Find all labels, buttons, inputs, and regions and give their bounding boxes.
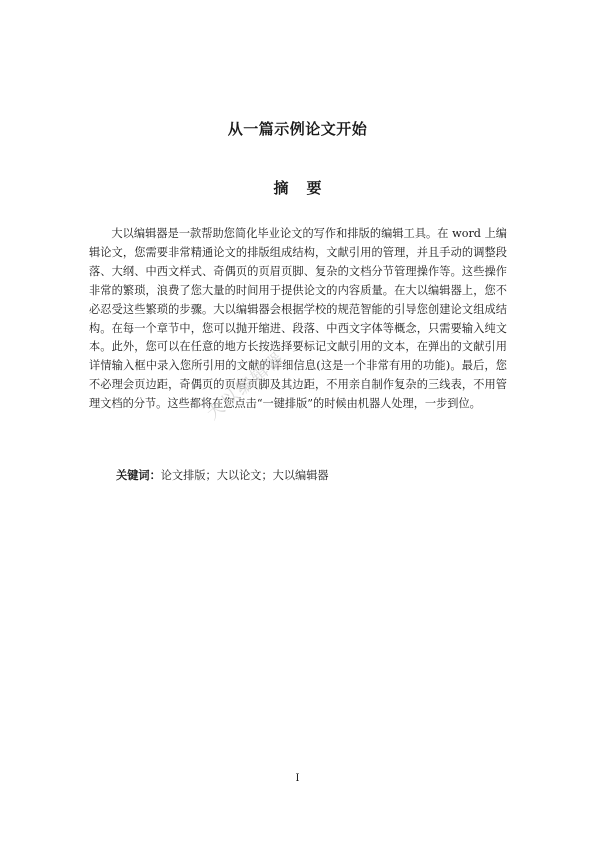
- keywords-line: [116, 467, 329, 486]
- page-title: 从一篇示例论文开始: [227, 120, 368, 138]
- watermark: 大以编辑器: [203, 347, 289, 425]
- keywords-value: 论文排版；大以论文；大以编辑器: [160, 469, 329, 482]
- keywords-label: 关键词：: [116, 469, 161, 482]
- abstract-heading: [0, 177, 595, 198]
- abstract-heading-left: 摘: [273, 179, 289, 197]
- abstract-heading-right: 要: [306, 179, 322, 197]
- page-number: I: [295, 773, 300, 784]
- abstract-body: 大以编辑器是一款帮助您简化毕业论文的写作和排版的编辑工具。在 word 上编辑论文，您需要非常精通论文的排版组成结构，文献引用的管理，并且手动的调整段落、大纲、中西文样式、奇偶页的页眉页脚、复杂的文档分节管理操作等。这些操作非常的繁琐，浪费了您大量的时间用于提供论文的内容质量。在大以编辑器上，您不必忍受这些繁琐的步骤。大以编辑器会根据学校的规范智能的引导您创建论文组成结构。在每一个章节中，您可以抛开缩进、段落、中西文字体等概念，只需要输入纯文本。此外，您可以在任意的地方长按选择要标记文献引用的文本，在弹出的文献引用详情输入框中录入您所引用的文献的详细信息(这是一个非常有用的功能)。最后，您不必理会页边距，奇偶页的页眉页脚及其边距，不用亲自制作复杂的三线表，不用管理文档的分节。这些都将在您点击“一键排版”的时候由机器人处理，一步到位。: [89, 227, 507, 411]
